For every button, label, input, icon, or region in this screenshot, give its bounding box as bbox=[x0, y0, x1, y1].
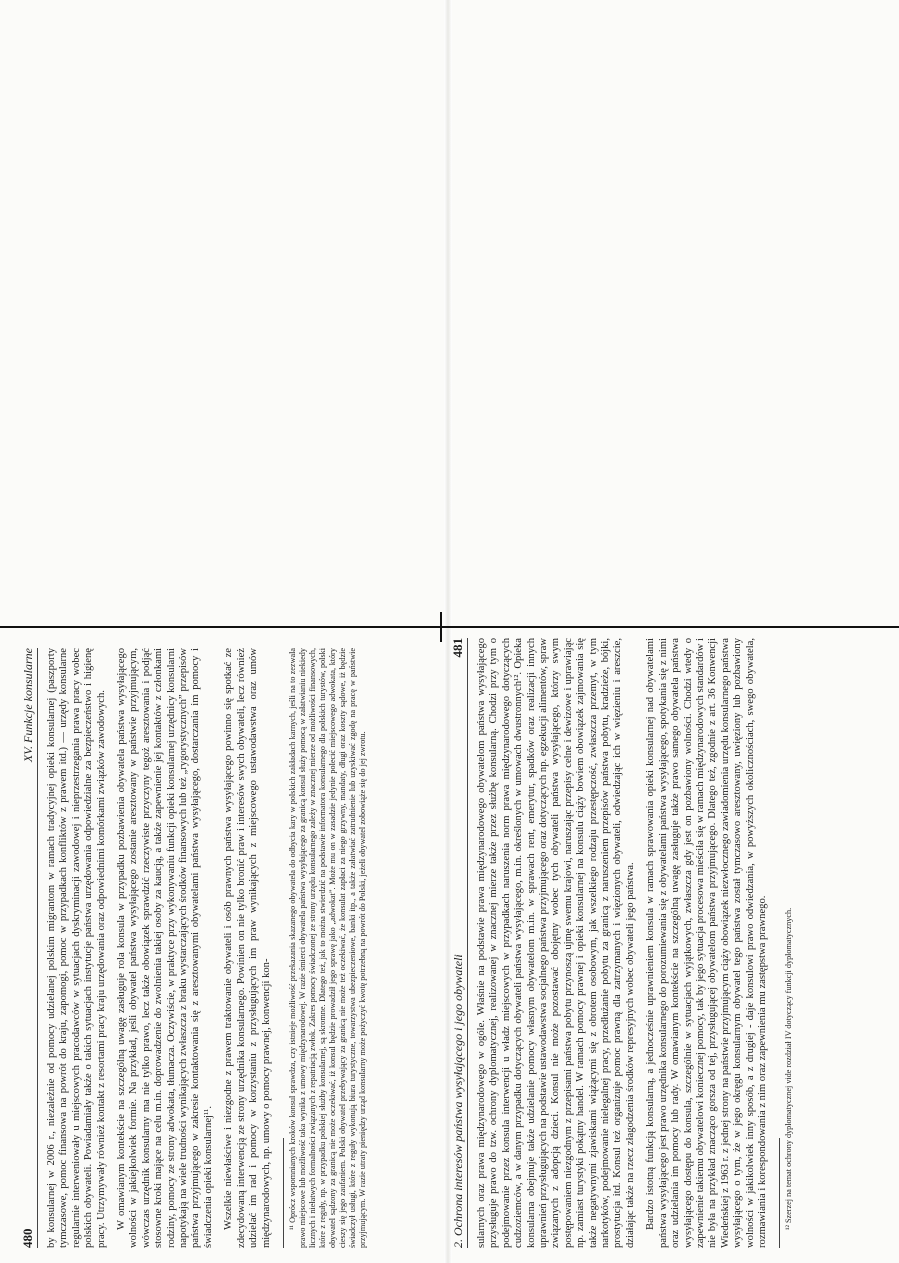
paragraph: Wszelkie niewłaściwe i niezgodne z prawem traktowanie obywateli i osób prawnych państwa wysyłającego powinno się spotkać ze zdecydowaną interwencją ze strony urzędnika konsularnego. Powinien on nie tylko bronić praw i interesów swych obywateli, lecz również udzielać im rad i pomocy w korzystaniu z przysługujących im praw wynikających z miejscowego ustawodawstwa oraz umów międzynarodowych, np. umowy o pomocy prawnej, konwencji kon- bbox=[223, 648, 272, 1248]
header-rule bbox=[467, 638, 468, 1248]
paragraph: sularnych oraz prawa międzynarodowego w ogóle. Właśnie na podstawie prawa międzynarodowego obywatelom państwa wysyłającego przysługuje prawo do tzw. ochrony dyplomatycznej, realizowanej w znacznej mierze także przez służbę konsularną. Chodzi przy tym o podejmowanie przez konsula interwencji u władz miejscowych w przypadkach naruszenia norm prawa międzynarodowego dotyczących cudzoziemców, a w danym przypadku dotyczących obywateli państwa wysyłającego, m.in. określonych w umowach dwustronnych¹². Opieka konsularna obejmuje także udzielanie pomocy własnym obywatelom m.in. w sprawach rent, emerytur, spadków oraz realizacji innych uprawnień przysługujących na podstawie ustawodawstwa socjalnego państwa przyjmującego oraz dotyczących np. egzekucji alimentów, spraw związanych z adopcją dzieci. Konsul nie może pozostawać obojętny wobec tych obywateli państwa wysyłającego, którzy swym postępowaniem niezgodnym z przepisami państwa pobytu przynoszą ujmę swemu krajowi, naruszając przepisy celne i dewizowe i uprawiając np. zamiast turystyki pokątny handel. W ramach pomocy prawnej i opieki konsularnej na konsulu ciąży bowiem obowiązek zajmowania się także negatywnymi zjawiskami wiążącymi się z obrotem osobowym, jak wszelkiego rodzaju przestępczość, zwłaszcza przemyt, w tym narkotyków, podejmowanie nielegalnej pracy, przedłużanie pobytu za granicą z naruszeniem przepisów państwa pobytu, kradzieże, bójki, prostytucja itd. Konsul też organizuje pomoc prawną dla zatrzymanych i więzionych obywateli, odwiedzając ich w więzieniu i areszcie, działając także na rzecz złagodzenia środków represyjnych wobec obywateli jego państwa. bbox=[476, 638, 636, 1248]
paragraph: by konsularnej w 2006 r., niezależnie od pomocy udzielanej polskim migrantom w ramach tradycyjnej opieki konsularnej (paszporty tymczasowe, pomoc finansowa na powrót do kraju, zapomogi, pomoc w przypadkach konfliktów z prawem itd.) — urzędy konsularne regularnie interweniowały u miejscowych pracodawców w sytuacjach dyskryminacji zawodowej i nieprzestrzegania prawa pracy wobec polskich obywateli. Powiadamiały także o takich sytuacjach instytucje państwa urzędowania odpowiedzialne za bezpieczeństwo i higienę pracy. Utrzymywały również kontakt z resortami pracy kraju urzędowania oraz odpowiednimi komórkami związków zawodowych. bbox=[46, 648, 107, 1248]
left-page bbox=[20, 648, 430, 1248]
paragraph: W omawianym kontekście na szczególną uwagę zasługuje rola konsula w przypadku pozbawienia obywatela państwa wysyłającego wolności w jakiejkolwiek formie. Na przykład, jeśli obywatel państwa wysyłającego zostanie aresztowany w państwie przyjmującym, wówczas urzędnik konsularny ma nie tylko prawo, lecz także obowiązek sprawdzić rzeczywiste przyczyny tegoż aresztowania i podjąć stosowne kroki mające na celu m.in. doprowadzenie do zwolnienia takiej osoby za kaucją, a także zapewnienie jej kontaktów z członkami rodziny, pomocy ze strony adwokata, tłumacza. Oczywiście, w praktyce przy wykonywaniu funkcji opieki konsularnej urzędnicy konsularni napotykają na wiele trudności wynikających zwłaszcza z braku wystarczających środków finansowych lub też „rygorystycznych” przepisów państwa przyjmującego w zakresie kontaktowania się z aresztowanymi obywatelami państwa wysyłającego, dostarczania im pomocy i świadczenia opieki konsularnej¹¹. bbox=[116, 648, 214, 1248]
right-page-header bbox=[450, 638, 468, 1248]
footnote-rule bbox=[283, 1138, 284, 1248]
header-rule bbox=[37, 648, 38, 1248]
right-page-body bbox=[476, 638, 802, 1248]
footnote: ¹² Szerzej na temat ochrony dyplomatycznej vide rozdział IV dotyczący funkcji dyplomatycznych. bbox=[784, 907, 794, 1230]
left-page-header bbox=[20, 648, 38, 1248]
page-number: 481 bbox=[450, 638, 465, 658]
running-head: 2. Ochrona interesów państwa wysyłającego i jego obywateli bbox=[451, 954, 465, 1248]
footnote: ¹¹ Oprócz wspomnianych kroków konsul sprawdza, czy istnieje możliwość przekazania skazanego obywatela do odbycia kary w polskich zakładach karnych, jeśli na to zezwala prawo miejscowe lub możliwość taka wynika z umowy międzynarodowej. W razie śmierci obywatela państwa wysyłającego za granicą konsul służy pomocą w załatwianiu niekiedy licznych i niełatwych formalności związanych z repatriacją zwłok. Zakres pomocy świadczonej ze strony urzędu konsularnego zależy w znacznej mierze od możliwości finansowych, które z reguły, np. w przypadku polskiej służby konsularnej, są skromne. Dlatego też, jak to można stwierdzić na podstawie informatora konsularnego dla polskich turystów, polski obywatel sądzony za granicą nie może oczekiwać, iż konsul będzie prowadził jego sprawę jako „adwokat”. Może mu on w zasadzie jedynie polecić miejscowego adwokata, który cieszy się jego zaufaniem. Polski obywatel przebywający za granicą nie może też oczekiwać, że konsulat zapłaci za niego grzywny, mandaty, długi oraz koszty sądowe, iż będzie świadczył usługi, które z reguły wykonują biura turystyczne, towarzystwa ubezpieczeniowe, banki itp., a także załatwiać zatrudnienie lub uzyskiwać zgodę na pracę w państwie przyjmującym. W razie utraty pieniędzy urząd konsularny może pożyczyć kwotę potrzebną na powrót do Polski, jeżeli obywatel zobowiąże się do jej zwrotu. bbox=[287, 648, 367, 1248]
paragraph: Bardzo istotną funkcją konsularną, a jednocześnie uprawnieniem konsula w ramach sprawowania opieki konsularnej nad obywatelami państwa wysyłającego jest prawo urzędnika konsularnego do porozumiewania się z obywatelami państwa wysyłającego, spotykania się z nimi oraz udzielania im pomocy lub rady. W omawianym kontekście na szczególną uwagę zasługuje także prawo samego obywatela państwa wysyłającego dostępu do konsula, szczególnie w sytuacjach wyjątkowych, zwłaszcza gdy jest on pozbawiony wolności. Chodzi wtedy o zapewnienie takiemu obywatelowi koniecznej pomocy, tak by jego sytuacja procesowa mieściła się w ramach międzynarodowych standardów i nie była na przykład znacząco gorsza od tej, przysługującej obywatelom państwa przyjmującego. Dlatego też, zgodnie z art. 36 Konwencji Wiedeńskiej z 1963 r. z jednej strony na państwie przyjmującym ciąży obowiązek niezwłocznego zawiadomienia urzędu konsularnego państwa wysyłającego o tym, że w jego okręgu konsularnym obywatel tego państwa został tymczasowo aresztowany, uwięziony lub pozbawiony wolności w jakikolwiek inny sposób, a z drugiej - daje konsulowi prawo odwiedzania, w powyższych okolicznościach, swego obywatela, rozmawiania i korespondowania z nim oraz zapewnienia mu zastępstwa prawnego. bbox=[645, 638, 768, 1248]
footnote-rule bbox=[779, 1138, 780, 1248]
page-number: 480 bbox=[20, 1228, 35, 1248]
right-page bbox=[450, 638, 860, 1248]
left-page-body bbox=[46, 648, 376, 1248]
running-head: XV. Funkcje konsularne bbox=[21, 648, 35, 763]
